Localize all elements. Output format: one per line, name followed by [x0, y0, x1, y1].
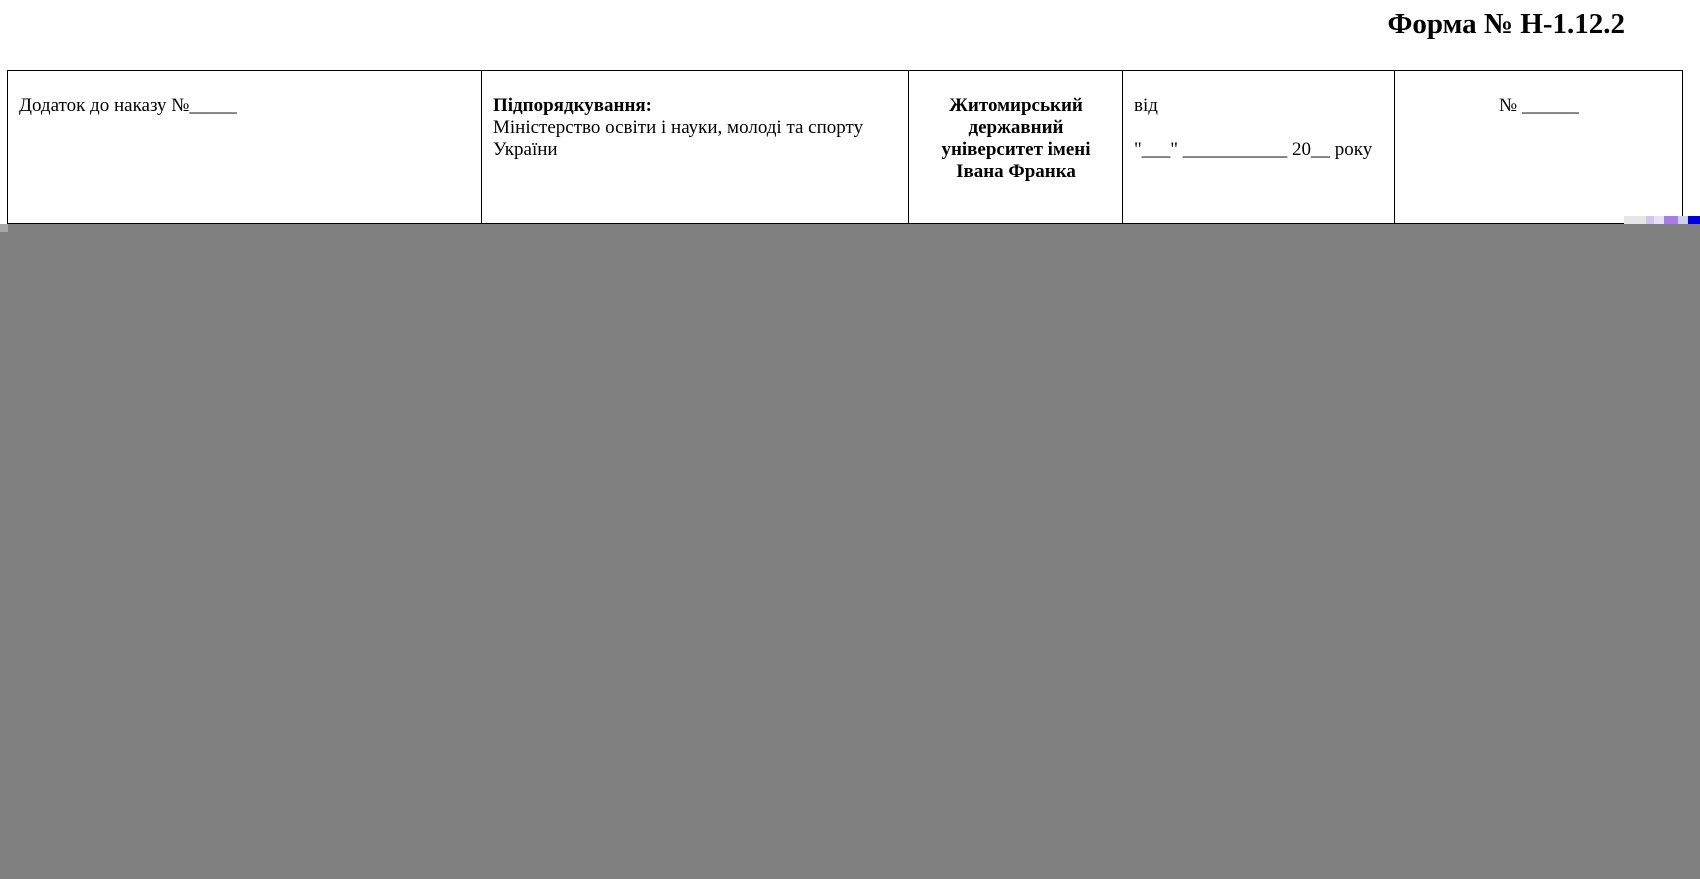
subordination-label: Підпорядкування: [493, 95, 653, 116]
order-header-table [7, 70, 1683, 224]
overlay-edge-mark [0, 224, 8, 232]
header-row [8, 71, 1683, 224]
gray-overlay [0, 224, 1700, 879]
date-value: "___" ___________ 20__ року [1134, 139, 1373, 160]
institution-cell [909, 71, 1123, 224]
appendix-cell [8, 71, 482, 224]
institution-name: Житомирський державний університет імені Івана Франка [941, 95, 1091, 182]
date-cell [1123, 71, 1395, 224]
subordination-value: Міністерство освіти і науки, молоді та спорту України [493, 117, 864, 160]
date-label: від [1134, 95, 1158, 116]
order-number: № ______ [1499, 95, 1579, 116]
form-title: Форма № Н-1.12.2 [1387, 8, 1625, 40]
subordination-cell [482, 71, 909, 224]
appendix-text: Додаток до наказу №_____ [19, 95, 237, 116]
number-cell [1395, 71, 1683, 224]
